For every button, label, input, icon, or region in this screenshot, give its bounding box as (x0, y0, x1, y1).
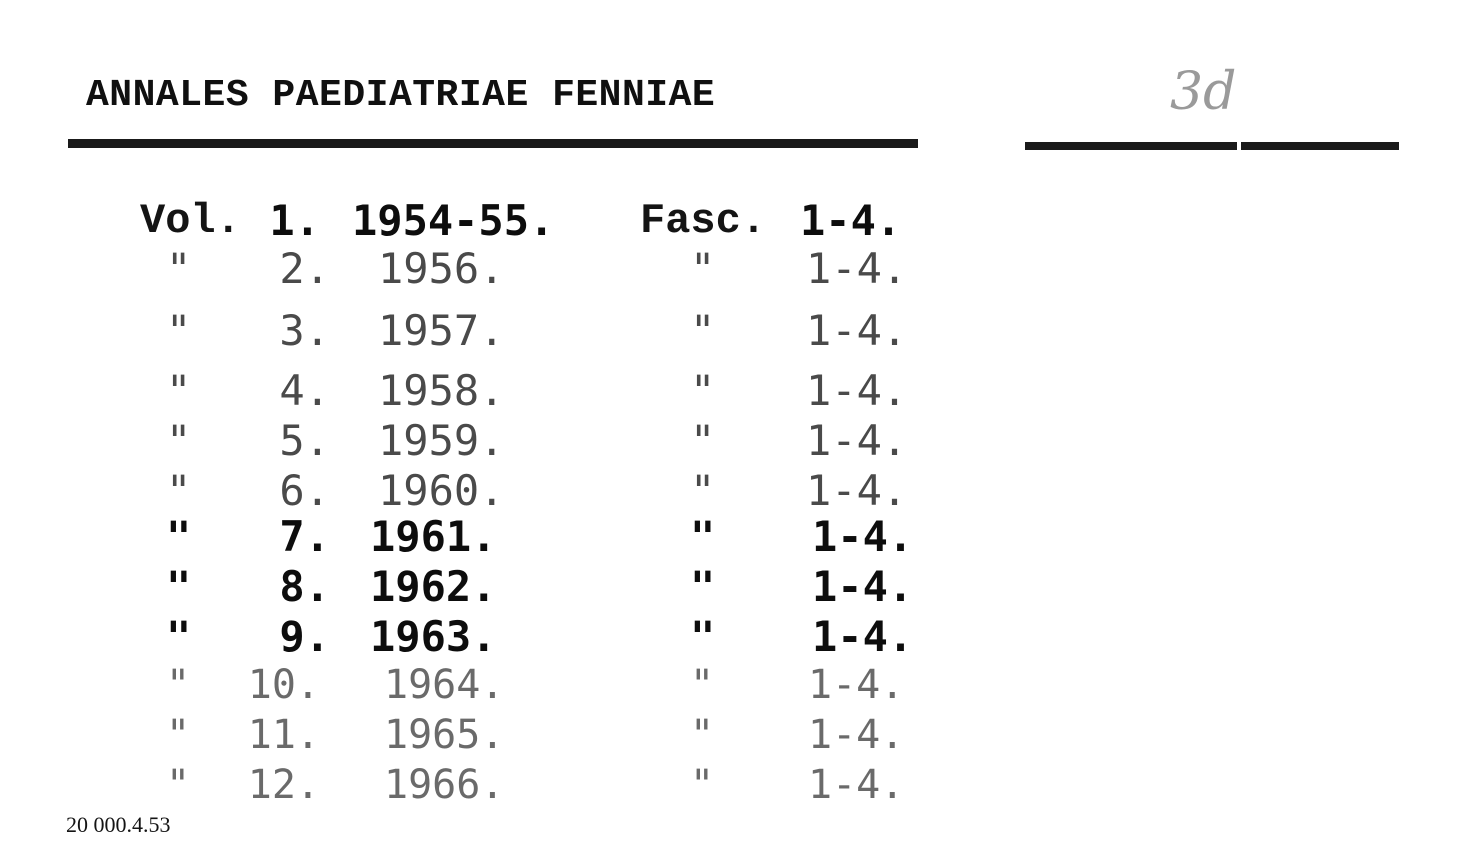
volume-year: 1956. (378, 244, 505, 293)
fascicle-range: 1-4. (806, 416, 908, 465)
fasc-label: Fasc. (640, 197, 767, 245)
volume-year: 1964. (384, 662, 505, 708)
holding-row (0, 306, 1479, 356)
volume-year: 1960. (378, 466, 505, 515)
volume-number: 10. (247, 662, 320, 708)
ditto-mark: " (166, 762, 191, 808)
fascicle-range: 1-4. (808, 762, 905, 808)
fascicle-range: 1-4. (808, 662, 905, 708)
ditto-mark: " (690, 712, 715, 758)
volume-year: 1965. (384, 712, 505, 758)
ditto-mark: " (166, 512, 192, 561)
fascicle-range: 1-4. (800, 196, 902, 245)
fascicle-range: 1-4. (812, 612, 914, 661)
volume-number: 9. (279, 612, 330, 661)
ditto-mark: " (690, 762, 715, 808)
volume-year: 1963. (370, 612, 497, 661)
ditto-mark: " (166, 306, 192, 355)
fascicle-range: 1-4. (812, 562, 914, 611)
ditto-mark: " (166, 662, 191, 708)
journal-title: ANNALES PAEDIATRIAE FENNIAE (86, 74, 716, 117)
ditto-mark: " (166, 712, 191, 758)
volume-number: 11. (247, 712, 320, 758)
handwritten-shelfmark: 3d (1170, 62, 1237, 122)
volume-number: 5. (279, 416, 330, 465)
volume-year: 1958. (378, 366, 505, 415)
holding-row (0, 512, 1479, 562)
volume-year: 1954-55. (352, 196, 555, 245)
fascicle-range: 1-4. (808, 712, 905, 758)
volume-number: 12. (247, 762, 320, 808)
holding-row (0, 196, 1479, 246)
title-underline (68, 139, 918, 148)
volume-number: 7. (279, 512, 330, 561)
volume-year: 1957. (378, 306, 505, 355)
ditto-mark: " (690, 512, 716, 561)
vol-label: Vol. (140, 197, 241, 245)
volume-number: 6. (279, 466, 330, 515)
ditto-mark: " (690, 416, 716, 465)
ditto-mark: " (690, 612, 716, 661)
holding-row (0, 244, 1479, 294)
fascicle-range: 1-4. (806, 366, 908, 415)
ditto-mark: " (690, 306, 716, 355)
volume-number: 4. (279, 366, 330, 415)
ditto-mark: " (690, 662, 715, 708)
holding-row (0, 660, 1479, 710)
ditto-mark: " (166, 466, 192, 515)
ditto-mark: " (690, 366, 716, 415)
holding-row (0, 562, 1479, 612)
holding-row (0, 466, 1479, 516)
ditto-mark: " (690, 562, 716, 611)
ditto-mark: " (166, 366, 192, 415)
fascicle-range: 1-4. (806, 244, 908, 293)
volume-number: 1. (269, 196, 320, 245)
holding-row (0, 710, 1479, 760)
fascicle-range: 1-4. (812, 512, 914, 561)
fascicle-range: 1-4. (806, 306, 908, 355)
ditto-mark: " (166, 244, 192, 293)
holding-row (0, 416, 1479, 466)
shelfmark-underline-left (1025, 142, 1237, 150)
volume-number: 8. (279, 562, 330, 611)
ditto-mark: " (166, 562, 192, 611)
volume-year: 1961. (370, 512, 497, 561)
fascicle-range: 1-4. (806, 466, 908, 515)
ditto-mark: " (690, 466, 716, 515)
shelfmark-underline-right (1241, 142, 1399, 150)
card-print-code: 20 000.4.53 (66, 812, 171, 837)
holding-row (0, 366, 1479, 416)
ditto-mark: " (690, 244, 716, 293)
volume-number: 2. (279, 244, 330, 293)
volume-year: 1962. (370, 562, 497, 611)
volume-year: 1966. (384, 762, 505, 808)
volume-number: 3. (279, 306, 330, 355)
volume-year: 1959. (378, 416, 505, 465)
ditto-mark: " (166, 612, 192, 661)
holding-row (0, 760, 1479, 810)
holding-row (0, 612, 1479, 662)
ditto-mark: " (166, 416, 192, 465)
